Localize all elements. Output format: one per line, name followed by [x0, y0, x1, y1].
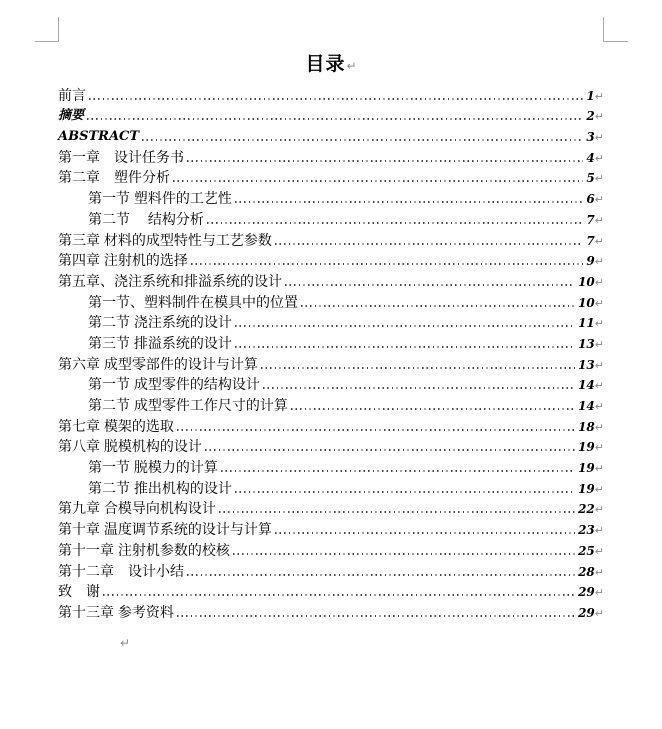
toc-entry-page-number: 29 [578, 605, 595, 620]
toc-entry-label: 第十二章 设计小结 [58, 562, 184, 579]
toc-entry[interactable] [58, 580, 604, 601]
toc-entry-label: 第二节 成型零件工作尺寸的计算 [88, 397, 288, 413]
toc-entry[interactable] [58, 517, 604, 538]
toc-entry-page-number: 9 [586, 254, 595, 269]
toc-entry[interactable] [58, 269, 604, 290]
toc-entry[interactable] [58, 600, 604, 621]
toc-entry[interactable] [58, 393, 604, 414]
toc-entry-label: 第一节、塑料制件在模具中的位置 [88, 293, 298, 310]
toc-entry-page-number: 25 [578, 543, 595, 558]
toc-entry-label: 第十三章 参考资料 [58, 603, 174, 620]
toc-entry-label: 第八章 脱模机构的设计 [58, 438, 202, 455]
toc-entry[interactable] [58, 104, 604, 125]
toc-entry-page-number: 7 [586, 233, 595, 248]
toc-entry[interactable] [58, 145, 604, 166]
dotted-leader [187, 574, 575, 576]
paragraph-return-mark: ↵ [594, 358, 604, 372]
toc-entry-page-number: 19 [578, 481, 595, 496]
toc-title-line[interactable] [0, 49, 662, 76]
paragraph-return-mark: ↵ [594, 441, 604, 455]
toc-entry-page-number: 7 [586, 212, 595, 227]
dotted-leader [261, 367, 575, 369]
toc-entry-label: 第一节 成型零件的结构设计 [88, 376, 260, 393]
toc-entry[interactable] [58, 538, 604, 559]
toc-entry-label: 第二节 推出机构的设计 [88, 479, 232, 496]
paragraph-return-mark: ↵ [594, 462, 604, 476]
paragraph-return-mark: ↵ [594, 337, 604, 351]
paragraph-return-mark: ↵ [594, 275, 604, 289]
paragraph-return-mark: ↵ [346, 59, 357, 73]
dotted-leader [207, 222, 584, 224]
toc-entry[interactable] [58, 455, 604, 476]
toc-entry-label: 第九章 合模导向机构设计 [58, 500, 216, 517]
dotted-leader [205, 449, 575, 451]
toc-entry[interactable] [58, 249, 604, 270]
toc-entry-page-number: 10 [578, 274, 595, 289]
toc-entry-page-number: 29 [578, 585, 595, 600]
toc-entry[interactable] [58, 290, 604, 311]
dotted-leader [263, 387, 575, 389]
toc-entry-label: 第二节 结构分析 [88, 210, 204, 227]
toc-entry-label: 第十章 温度调节系统的设计与计算 [58, 521, 272, 538]
dotted-leader [173, 180, 583, 182]
toc-entry[interactable] [58, 435, 604, 456]
toc-entry-page-number: 5 [586, 171, 595, 186]
toc-entry-label: 第七章 模架的选取 [58, 417, 174, 434]
dotted-leader [177, 615, 575, 617]
paragraph-return-mark: ↵ [594, 131, 604, 145]
toc-entry-page-number: 13 [578, 336, 595, 351]
toc-entry[interactable] [58, 476, 604, 497]
toc-entry-page-number: 19 [578, 461, 595, 476]
toc-entry-label: 第一节 塑料件的工艺性 [88, 190, 232, 207]
toc-entry-label: 摘要 [58, 108, 85, 124]
toc-entry[interactable] [58, 311, 604, 332]
toc-entry-page-number: 23 [578, 523, 595, 538]
toc-entry-page-number: 3 [586, 130, 595, 145]
toc-entry-label: 第四章 注射机的选择 [58, 252, 188, 269]
toc-entry-label: 致 谢 [58, 583, 100, 600]
dotted-leader [221, 470, 575, 472]
toc-entry[interactable] [58, 497, 604, 518]
paragraph-return-mark: ↵ [594, 544, 604, 558]
dotted-leader [235, 346, 575, 348]
dotted-leader [291, 408, 575, 410]
paragraph-return-mark: ↵ [594, 317, 604, 331]
text-boundary-mark-top-left [35, 17, 59, 42]
paragraph-return-mark: ↵ [594, 110, 604, 124]
toc-entry-label: 第三节 排溢系统的设计 [88, 334, 232, 351]
toc-entry-page-number: 18 [578, 419, 595, 434]
toc-entry-page-number: 1 [586, 88, 595, 103]
toc-entry-label: 第六章 成型零部件的设计与计算 [58, 355, 258, 372]
paragraph-return-mark: ↵ [594, 586, 604, 600]
toc-entry-label: 第一章 设计任务书 [58, 148, 184, 165]
toc-entry[interactable] [58, 559, 604, 580]
dotted-leader [235, 201, 584, 203]
paragraph-return-mark: ↵ [594, 524, 604, 538]
paragraph-return-mark: ↵ [594, 255, 604, 269]
paragraph-return-mark: ↵ [594, 400, 604, 413]
paragraph-return-mark: ↵ [594, 420, 604, 434]
toc-entry-page-number: 13 [578, 357, 595, 372]
dotted-leader [301, 305, 575, 307]
toc-entry-page-number: 6 [586, 192, 595, 207]
toc-entry-page-number: 19 [578, 440, 595, 455]
dotted-leader [191, 263, 584, 265]
dotted-leader [87, 118, 583, 120]
page-title: 目录 [305, 54, 346, 75]
paragraph-return-mark: ↵ [594, 503, 604, 517]
toc-entry-page-number: 22 [578, 502, 595, 517]
dotted-leader [275, 243, 584, 245]
toc-entry-page-number: 10 [578, 295, 595, 310]
toc-entry-label: 第三章 材料的成型特性与工艺参数 [58, 231, 272, 248]
paragraph-return-mark: ↵ [594, 172, 604, 186]
toc-entry-page-number: 14 [578, 399, 595, 413]
dotted-leader [177, 429, 575, 431]
dotted-leader [285, 284, 575, 286]
dotted-leader [89, 98, 583, 100]
toc-entry-page-number: 4 [586, 150, 595, 165]
toc-entry[interactable] [58, 373, 604, 394]
paragraph-return-mark: ↵ [594, 565, 604, 579]
paragraph-return-mark: ↵ [594, 482, 604, 496]
dotted-leader [233, 553, 575, 555]
paragraph-return-mark: ↵ [594, 213, 604, 227]
toc-entry[interactable] [58, 331, 604, 352]
dotted-leader [103, 594, 575, 596]
toc-entry-page-number: 2 [586, 109, 595, 124]
paragraph-return-mark: ↵ [594, 193, 604, 207]
toc-entry-label: 第十一章 注射机参数的校核 [58, 541, 230, 558]
dotted-leader [187, 160, 583, 162]
toc-entry-label: 第二节 浇注系统的设计 [88, 314, 232, 331]
toc-entry-label: 第五章、浇注系统和排溢系统的设计 [58, 272, 282, 289]
toc-list [58, 83, 604, 621]
dotted-leader [142, 139, 583, 141]
paragraph-return-mark: ↵ [594, 296, 604, 310]
paragraph-return-mark: ↵ [594, 151, 604, 165]
toc-entry[interactable] [58, 166, 604, 187]
toc-entry[interactable] [58, 352, 604, 373]
toc-entry[interactable] [58, 207, 604, 228]
dotted-leader [235, 325, 575, 327]
paragraph-return-mark: ↵ [594, 606, 604, 620]
paragraph-return-mark: ↵ [594, 89, 604, 103]
toc-entry-page-number: 11 [578, 316, 595, 331]
paragraph-return-mark: ↵ [120, 636, 131, 650]
toc-entry[interactable] [58, 228, 604, 249]
toc-entry[interactable] [58, 186, 604, 207]
paragraph-return-mark: ↵ [594, 234, 604, 248]
toc-entry-label: 前言 [58, 86, 86, 103]
text-boundary-mark-top-right [603, 17, 628, 42]
toc-entry[interactable] [58, 414, 604, 435]
dotted-leader [235, 491, 575, 493]
toc-entry-page-number: 14 [578, 378, 595, 393]
toc-entry-label: 第二章 塑件分析 [58, 169, 170, 186]
dotted-leader [219, 511, 575, 513]
toc-entry-label: ABSTRACT [58, 129, 140, 145]
toc-entry[interactable] [58, 83, 604, 104]
paragraph-return-mark: ↵ [594, 379, 604, 393]
toc-entry-label: 第一节 脱模力的计算 [88, 459, 218, 476]
toc-entry[interactable] [58, 124, 604, 145]
toc-entry-page-number: 28 [578, 564, 595, 579]
dotted-leader [275, 532, 575, 534]
